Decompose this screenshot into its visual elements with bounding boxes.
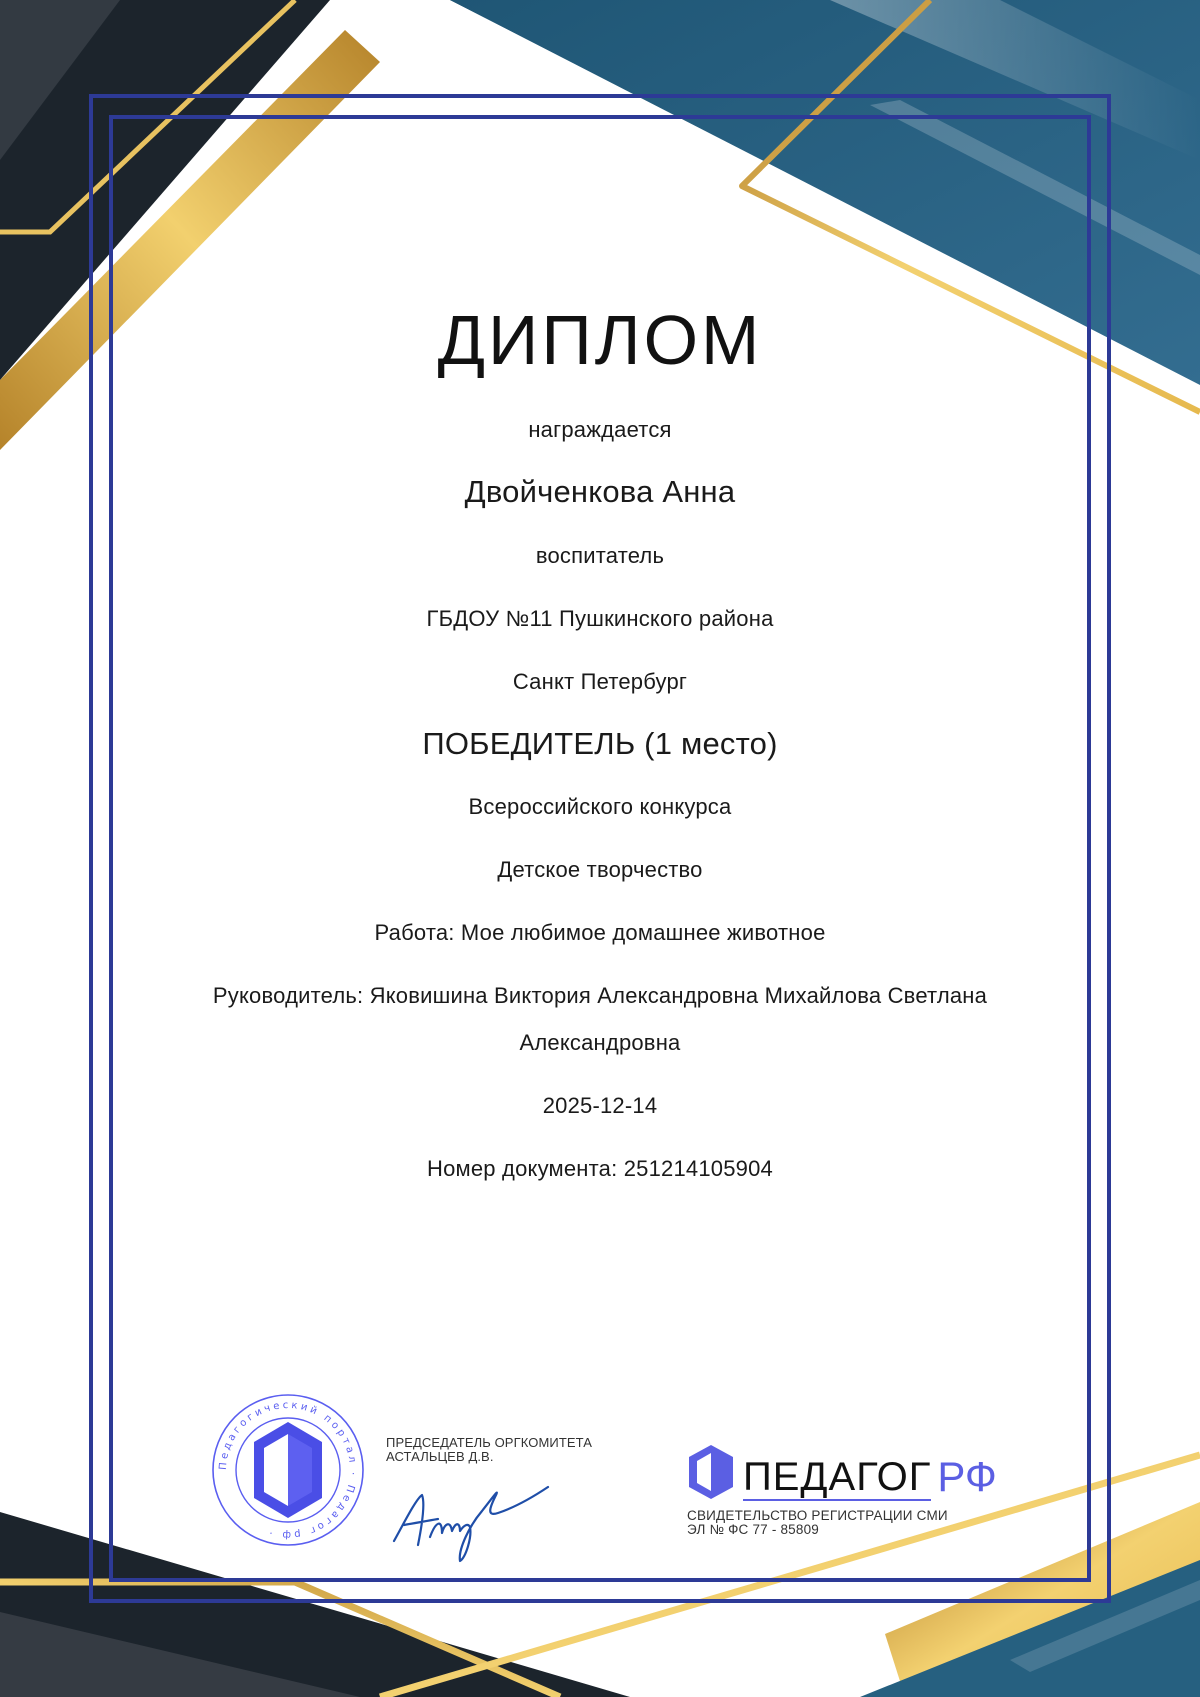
registration-line-2: ЭЛ № ФС 77 - 85809 [687,1522,820,1537]
stamp [210,1392,366,1548]
signature-block [386,1436,616,1570]
brand-hexagon-icon [687,1443,735,1501]
brand-logo [687,1443,1007,1536]
recipient-name: Двойченкова Анна [464,474,736,509]
document-number: Номер документа: 251214105904 [427,1156,773,1181]
contest-name: Детское творчество [497,857,703,882]
svg-text:Педагогический портал · Педаго: Педагогический портал · Педагог рф · [217,1399,359,1541]
contest-type: Всероссийского конкурса [468,794,732,819]
stamp-seal-icon [210,1392,366,1548]
brand-suffix: РФ [937,1453,997,1500]
recipient-position: воспитатель [535,543,665,568]
issue-date: 2025-12-14 [542,1093,658,1118]
signature-role: ПРЕДСЕДАТЕЛЬ ОРГКОМИТЕТА [386,1435,593,1450]
organization: ГБДОУ №11 Пушкинского района [426,606,774,631]
signature-name: АСТАЛЬЦЕВ Д.В. [386,1449,494,1464]
brand-name: ПЕДАГОГ [743,1455,932,1499]
awarded-label: награждается [528,417,672,442]
signature-scribble-icon [386,1465,556,1565]
supervisor-line-2: Александровна [519,1030,681,1055]
award-title: ПОБЕДИТЕЛЬ (1 место) [422,726,778,761]
registration-line-1: СВИДЕТЕЛЬСТВО РЕГИСТРАЦИИ СМИ [687,1508,948,1523]
supervisor-line-1: Руководитель: Яковишина Виктория Александровна Михайлова Светлана [212,983,988,1008]
brand-underline [743,1499,931,1501]
diploma-title: ДИПЛОМ [437,301,763,379]
work-title: Работа: Мое любимое домашнее животное [374,920,826,945]
city: Санкт Петербург [512,669,688,694]
